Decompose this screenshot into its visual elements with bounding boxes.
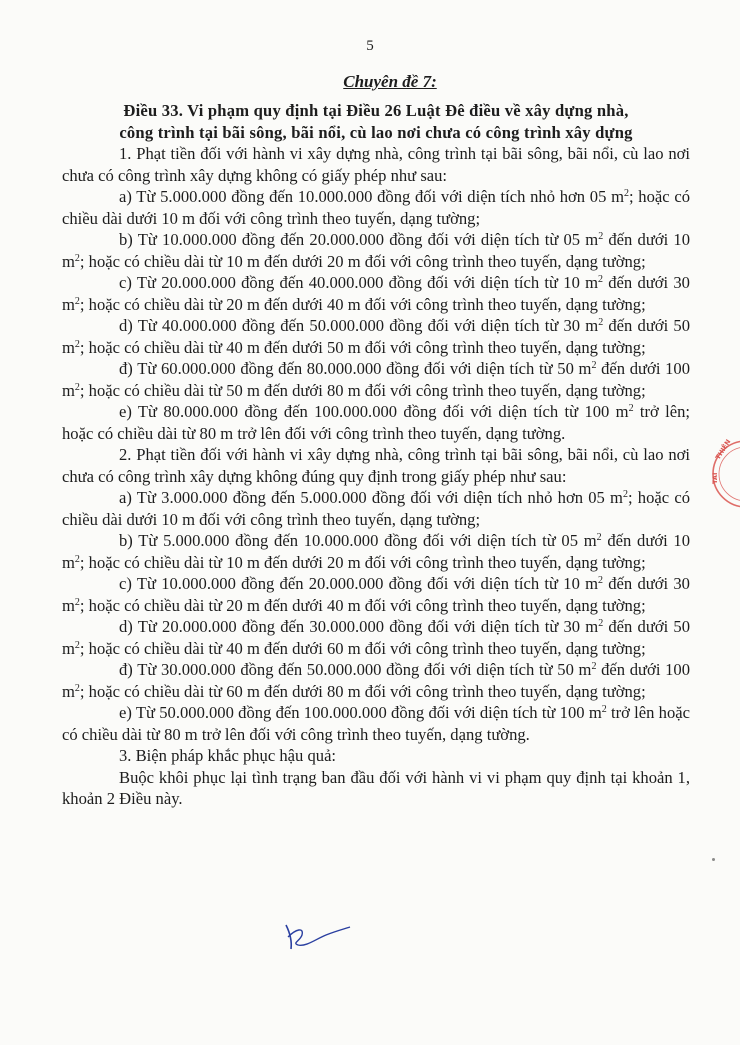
clause-2-item-b: b) Từ 5.000.000 đồng đến 10.000.000 đồng đối với diện tích từ 05 $m^2$ đến dưới 10 $m^2$; hoặc có chiều dài từ 10 m đến dưới 20 m đối với công trình theo tuyến, dạng tường;: [62, 531, 690, 572]
article-title: [62, 100, 690, 143]
article-title-line2: công trình tại bãi sông, bãi nổi, cù lao nơi chưa có công trình xây dựng: [119, 122, 633, 142]
clause-2-item-c: c) Từ 10.000.000 đồng đến 20.000.000 đồng đối với diện tích từ 10 $m^2$ đến dưới 30 $m^2$; hoặc có chiều dài từ 20 m đến dưới 40 m đối với công trình theo tuyến, dạng tường;: [62, 574, 690, 615]
clause-1-intro: 1. Phạt tiền đối với hành vi xây dựng nhà, công trình tại bãi sông, bãi nổi, cù lao nơi chưa có công trình xây dựng không có giấy phép như sau:: [62, 144, 690, 185]
clause-2-item-a: a) Từ 3.000.000 đồng đến 5.000.000 đồng đối với diện tích nhỏ hơn 05 $m^2$; hoặc có chiều dài dưới 10 m đối với công trình theo tuyến, dạng tường;: [62, 488, 690, 529]
clause-2-intro: 2. Phạt tiền đối với hành vi xây dựng nhà, công trình tại bãi sông, bãi nổi, cù lao nơi chưa có công trình xây dựng không đúng quy định trong giấy phép như sau:: [62, 445, 690, 486]
page-number: 5: [366, 38, 374, 54]
clause-2-item-dd: đ) Từ 30.000.000 đồng đến 50.000.000 đồng đối với diện tích từ 50 $m^2$ đến dưới 100 $m^2$; hoặc có chiều dài từ 60 m đến dưới 80 m đối với công trình theo tuyến, dạng tường;: [62, 660, 690, 701]
article-title-line1: Điều 33. Vi phạm quy định tại Điều 26 Luật Đê điều về xây dựng nhà,: [123, 101, 629, 120]
scan-speck: [712, 858, 715, 861]
clause-1-item-e: e) Từ 80.000.000 đồng đến 100.000.000 đồng đối với diện tích từ 100 $m^2$ trở lên; hoặc có chiều dài từ 80 m trở lên đối với công trình theo tuyến, dạng tường.: [62, 402, 690, 443]
clause-3-intro: 3. Biện pháp khắc phục hậu quả:: [119, 746, 337, 765]
svg-text:THIÊN: THIÊN: [713, 438, 733, 462]
clause-1-item-d: d) Từ 40.000.000 đồng đến 50.000.000 đồng đối với diện tích từ 30 $m^2$ đến dưới 50 $m^2$; hoặc có chiều dài từ 40 m đến dưới 50 m đối với công trình theo tuyến, dạng tường;: [62, 316, 690, 357]
clause-2-item-d: d) Từ 20.000.000 đồng đến 30.000.000 đồng đối với diện tích từ 30 $m^2$ đến dưới 50 $m^2$; hoặc có chiều dài từ 40 m đến dưới 60 m đối với công trình theo tuyến, dạng tường;: [62, 617, 690, 658]
document-body: [62, 100, 690, 810]
stamp-seal: [700, 438, 740, 510]
svg-text:TAI: TAI: [711, 472, 719, 484]
clause-2-item-e: e) Từ 50.000.000 đồng đến 100.000.000 đồng đối với diện tích từ 100 $m^2$ trở lên hoặc có chiều dài từ 80 m trở lên đối với công trình theo tuyến, dạng tường.: [62, 703, 691, 744]
clause-1-item-dd: đ) Từ 60.000.000 đồng đến 80.000.000 đồng đối với diện tích từ 50 $m^2$ đến dưới 100 $m^2$; hoặc có chiều dài từ 50 m đến dưới 80 m đối với công trình theo tuyến, dạng tường;: [62, 359, 690, 400]
clause-1-item-c: c) Từ 20.000.000 đồng đến 40.000.000 đồng đối với diện tích từ 10 $m^2$ đến dưới 30 $m^2$; hoặc có chiều dài từ 20 m đến dưới 40 m đối với công trình theo tuyến, dạng tường;: [62, 273, 690, 314]
topic-heading: Chuyên đề 7:: [343, 72, 437, 91]
clause-1-item-a: a) Từ 5.000.000 đồng đến 10.000.000 đồng đối với diện tích nhỏ hơn 05 $m^2$; hoặc có chiều dài dưới 10 m đối với công trình theo tuyến, dạng tường;: [62, 187, 690, 228]
clause-3-text: Buộc khôi phục lại tình trạng ban đầu đối với hành vi vi phạm quy định tại khoản 1, khoản 2 Điều này.: [62, 767, 690, 808]
handwritten-signature: [282, 917, 352, 953]
clause-1-item-b: b) Từ 10.000.000 đồng đến 20.000.000 đồng đối với diện tích từ 05 $m^2$ đến dưới 10 $m^2$; hoặc có chiều dài từ 10 m đến dưới 20 m đối với công trình theo tuyến, dạng tường;: [62, 230, 690, 271]
